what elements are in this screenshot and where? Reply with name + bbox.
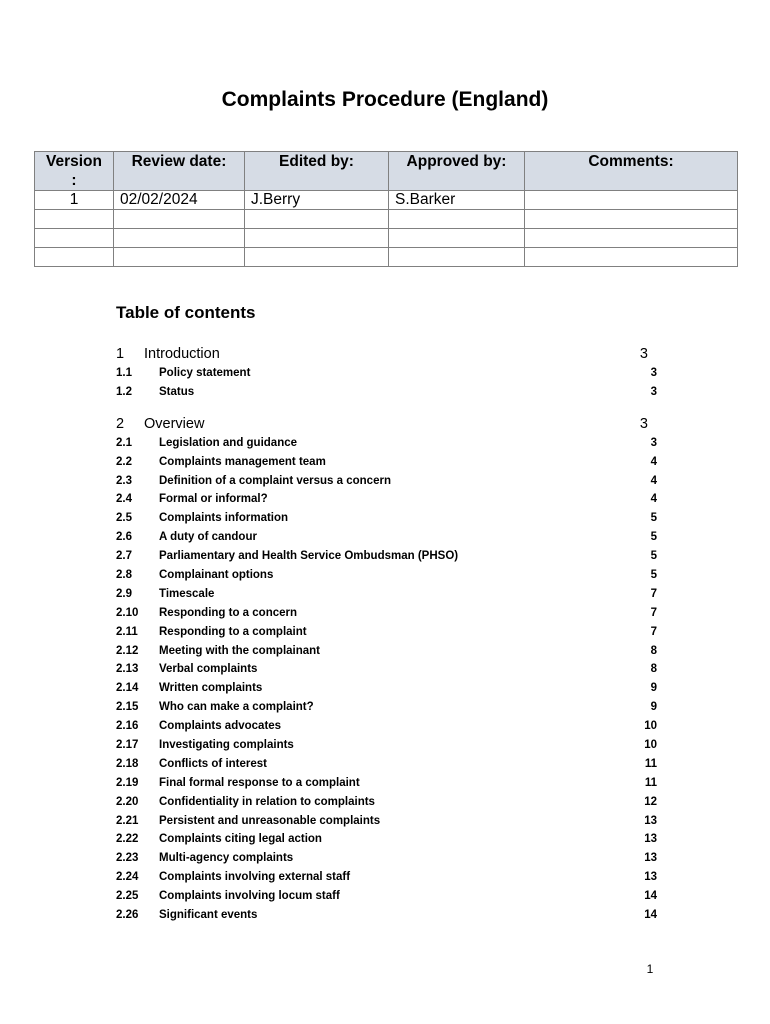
cell-comments [525, 210, 738, 229]
toc-entry-page: 5 [650, 512, 657, 525]
toc-entry-title: Legislation and guidance [159, 436, 298, 449]
cell-approved-by: S.Barker [389, 191, 525, 210]
toc-entry[interactable] [116, 736, 658, 755]
toc-entry-number: 2.16 [116, 720, 139, 733]
cell-approved-by [389, 248, 525, 267]
toc-entry-title: Complaints involving external staff [159, 871, 351, 884]
toc-entry-title: Written complaints [159, 682, 263, 695]
toc-entry[interactable] [116, 623, 658, 642]
toc-entry[interactable] [116, 793, 658, 812]
toc-entry[interactable] [116, 547, 658, 566]
toc-entry-page: 14 [644, 909, 657, 922]
toc-entry[interactable] [116, 887, 658, 906]
toc-entry-title: Meeting with the complainant [159, 644, 321, 657]
cell-comments [525, 229, 738, 248]
toc-entry-number: 2.8 [116, 569, 132, 582]
toc-entry-page: 9 [650, 701, 657, 714]
toc-entry-title: Confidentiality in relation to complaints [159, 795, 375, 808]
toc-entry-title: Conflicts of interest [159, 757, 267, 770]
version-table-row [35, 229, 738, 248]
version-table-header-row [35, 152, 738, 191]
header-comments: Comments: [525, 152, 738, 191]
toc-entry-page: 4 [650, 493, 657, 506]
toc-entry-page: 11 [644, 776, 657, 789]
toc-entry[interactable] [116, 830, 658, 849]
toc-entry[interactable] [116, 812, 658, 831]
cell-version [35, 229, 114, 248]
toc-entry-number: 2.22 [116, 833, 139, 846]
toc-entry[interactable] [116, 472, 658, 491]
toc-section-entry[interactable] [116, 344, 658, 364]
toc-entry-page: 12 [644, 795, 657, 808]
toc-entry-title: Multi-agency complaints [159, 852, 294, 865]
toc-list [116, 344, 658, 925]
toc-entry-number: 2.11 [116, 625, 138, 638]
cell-approved-by [389, 210, 525, 229]
toc-entry-title: Complaints management team [159, 455, 326, 468]
toc-entry-title: Definition of a complaint versus a concern [159, 474, 391, 487]
toc-entry-title: Final formal response to a complaint [159, 776, 360, 789]
toc-entry-number: 2.2 [116, 455, 132, 468]
cell-edited-by [245, 229, 389, 248]
toc-entry-number: 2.5 [116, 512, 132, 525]
toc-entry-number: 2.26 [116, 909, 139, 922]
toc-entry[interactable] [116, 585, 658, 604]
toc-entry-number: 2.1 [116, 436, 132, 449]
toc-section-title: Introduction [144, 346, 220, 362]
toc-entry-page: 8 [650, 644, 657, 657]
toc-entry-page: 7 [650, 587, 657, 600]
toc-entry-page: 5 [650, 550, 657, 563]
cell-edited-by [245, 210, 389, 229]
version-control-table [34, 151, 738, 267]
toc-entry-number: 2.24 [116, 871, 139, 884]
toc-entry[interactable] [116, 849, 658, 868]
toc-entry-page: 8 [650, 663, 657, 676]
toc-heading: Table of contents [116, 303, 256, 322]
toc-entry[interactable] [116, 906, 658, 925]
toc-entry[interactable] [116, 774, 658, 793]
toc-entry-number: 2.17 [116, 739, 139, 752]
toc-entry-page: 4 [650, 455, 657, 468]
toc-entry-page: 13 [644, 833, 657, 846]
toc-entry-title: Status [159, 385, 195, 398]
toc-entry-number: 2.18 [116, 757, 139, 770]
table-of-contents [116, 300, 658, 925]
cell-approved-by [389, 229, 525, 248]
cell-review-date [114, 210, 245, 229]
cell-version [35, 210, 114, 229]
toc-entry-number: 2.10 [116, 606, 139, 619]
toc-entry-title: Timescale [159, 587, 215, 600]
toc-entry-number: 2.25 [116, 890, 139, 903]
toc-entry-number: 2.3 [116, 474, 132, 487]
toc-entry[interactable] [116, 528, 658, 547]
toc-entry-number: 1.2 [116, 385, 132, 398]
version-table-row [35, 210, 738, 229]
toc-entry-title: Policy statement [159, 367, 251, 379]
toc-entry[interactable] [116, 604, 658, 623]
toc-entry-page: 7 [650, 606, 657, 619]
header-review-date: Review date: [114, 152, 245, 191]
toc-entry-number: 2.23 [116, 852, 139, 865]
toc-entry-number: 2.9 [116, 587, 132, 600]
toc-entry[interactable] [116, 490, 658, 509]
toc-entry-page: 13 [644, 852, 657, 865]
cell-review-date [114, 248, 245, 267]
toc-entry-title: Verbal complaints [159, 663, 258, 676]
toc-entry-title: Complaints advocates [159, 720, 282, 733]
version-table-row [35, 191, 738, 210]
toc-entry-number: 2.15 [116, 701, 139, 714]
toc-entry-number: 2.20 [116, 795, 139, 808]
toc-entry[interactable] [116, 383, 658, 402]
toc-entry-page: 10 [644, 720, 657, 733]
toc-entry-page: 14 [644, 890, 657, 903]
cell-review-date [114, 229, 245, 248]
toc-entry-number: 2.19 [116, 776, 139, 789]
toc-entry[interactable] [116, 566, 658, 585]
document-title: Complaints Procedure (England) [221, 88, 549, 111]
toc-section-number: 1 [116, 346, 125, 362]
cell-edited-by: J.Berry [245, 191, 389, 210]
toc-entry-number: 2.14 [116, 682, 139, 695]
toc-entry-page: 13 [644, 814, 657, 827]
toc-section-entry[interactable] [116, 414, 658, 434]
toc-entry-number: 2.13 [116, 663, 139, 676]
toc-entry-title: Complaints involving locum staff [159, 890, 340, 903]
toc-entry[interactable] [116, 679, 658, 698]
cell-review-date: 02/02/2024 [114, 191, 245, 210]
toc-entry-number: 2.6 [116, 531, 132, 544]
toc-entry-page: 11 [644, 757, 657, 770]
toc-entry[interactable] [116, 509, 658, 528]
toc-entry[interactable] [116, 698, 658, 717]
toc-entry[interactable] [116, 755, 658, 774]
toc-entry-title: Parliamentary and Health Service Ombudsman (PHSO) [159, 550, 459, 563]
toc-entry-title: Responding to a concern [159, 606, 298, 619]
toc-entry-page: 5 [650, 531, 657, 544]
toc-entry-page: 4 [650, 474, 657, 487]
toc-entry-title: Responding to a complaint [159, 625, 307, 638]
header-approved-by: Approved by: [389, 152, 525, 191]
toc-entry[interactable] [116, 717, 658, 736]
toc-entry-number: 2.4 [116, 493, 132, 506]
cell-comments [525, 191, 738, 210]
toc-entry-title: A duty of candour [159, 531, 257, 544]
toc-entry-title: Complaints citing legal action [159, 833, 322, 846]
toc-entry-title: Complainant options [159, 569, 274, 582]
toc-entry-page: 3 [650, 367, 657, 379]
toc-section-title: Overview [144, 415, 205, 432]
cell-version [35, 248, 114, 267]
toc-entry[interactable] [116, 453, 658, 472]
cell-comments [525, 248, 738, 267]
toc-entry-title: Significant events [159, 909, 258, 922]
toc-entry[interactable] [116, 642, 658, 661]
page-number: 1 [646, 962, 654, 976]
toc-entry[interactable] [116, 364, 658, 383]
toc-entry-number: 1.1 [116, 367, 132, 379]
toc-entry-page: 7 [650, 625, 657, 638]
toc-entry[interactable] [116, 660, 658, 679]
cell-edited-by [245, 248, 389, 267]
header-edited-by: Edited by: [245, 152, 389, 191]
toc-section-page: 3 [639, 415, 648, 432]
toc-entry-number: 2.12 [116, 644, 139, 657]
toc-entry-title: Formal or informal? [159, 493, 268, 506]
toc-entry-number: 2.21 [116, 814, 139, 827]
header-version: Version : [35, 152, 114, 191]
toc-entry-title: Persistent and unreasonable complaints [159, 814, 381, 827]
toc-entry-title: Complaints information [159, 512, 289, 525]
cell-version: 1 [35, 191, 114, 210]
toc-entry-title: Who can make a complaint? [159, 701, 314, 714]
toc-entry[interactable] [116, 868, 658, 887]
toc-entry-page: 9 [650, 682, 657, 695]
toc-entry-page: 3 [650, 385, 657, 398]
toc-entry-page: 10 [644, 739, 657, 752]
version-table-row [35, 248, 738, 267]
toc-section-page: 3 [639, 346, 648, 362]
toc-entry-page: 13 [644, 871, 657, 884]
toc-entry-page: 3 [650, 436, 657, 449]
toc-entry-title: Investigating complaints [159, 739, 294, 752]
toc-entry-number: 2.7 [116, 550, 132, 563]
toc-entry-page: 5 [650, 569, 657, 582]
toc-entry[interactable] [116, 434, 658, 453]
toc-section-number: 2 [116, 415, 125, 432]
